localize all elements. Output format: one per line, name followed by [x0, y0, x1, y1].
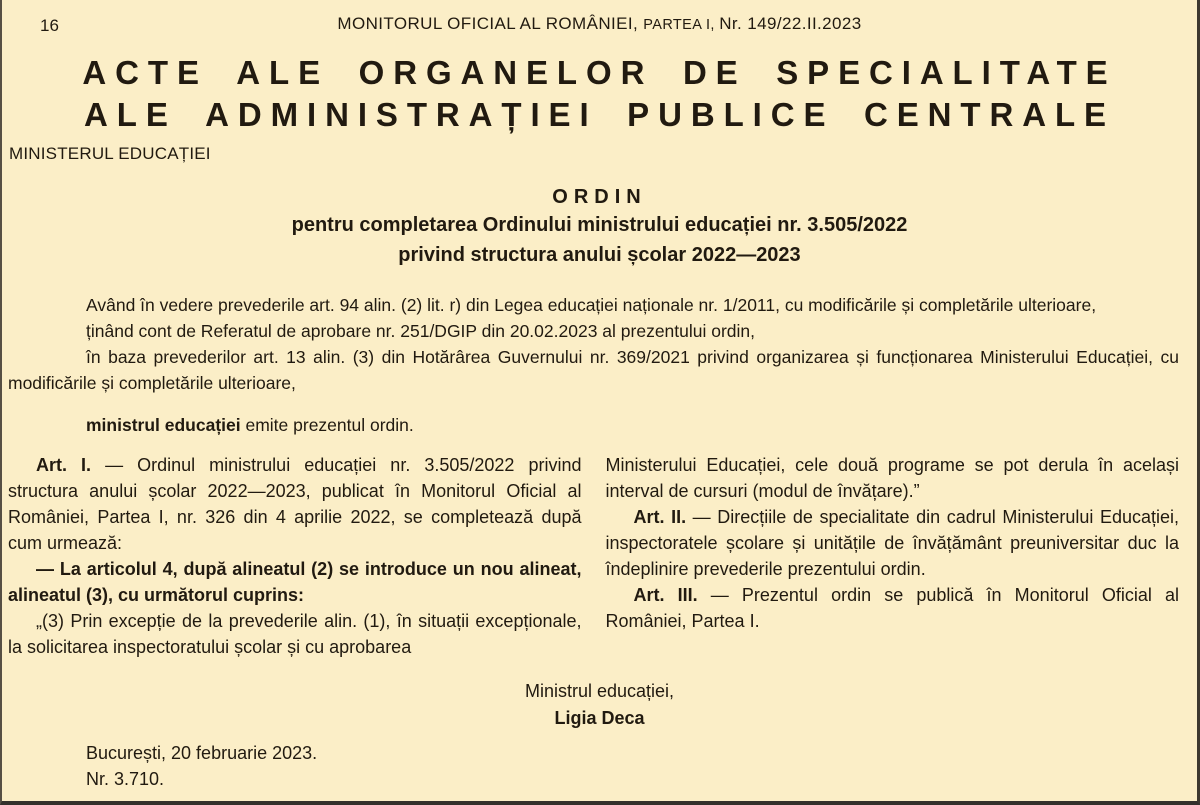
article-2-paragraph [606, 504, 1180, 582]
journal-name: MONITORUL OFICIAL AL ROMÂNIEI, [337, 14, 644, 33]
enactment-authority: ministrul educației [86, 415, 241, 435]
right-column [606, 452, 1180, 660]
article-2-label: Art. II. [633, 507, 687, 527]
journal-part: PARTEA I, [643, 17, 720, 33]
article-3-label: Art. III. [633, 585, 698, 605]
new-paragraph-3-text-continuation: Ministerului Educației, cele două programe se pot derula în același interval de cursuri (modul de învățare).” [605, 455, 1179, 501]
issue-number: Nr. 149/22.II.2023 [719, 14, 862, 33]
signatory-name: Ligia Deca [554, 708, 645, 728]
enactment-clause [2, 412, 1197, 438]
order-registration-number: Nr. 3.710. [86, 769, 165, 789]
issuance-place-date: București, 20 februarie 2023. [86, 743, 318, 763]
article-1-text: — Ordinul ministrului educației nr. 3.505/2022 privind structura anului școlar 2022—2023, publicat în Monitorul Oficial al României, Partea I, nr. 326 din 4 aprilie 2022, se completează după cum urmează: [8, 455, 582, 553]
issuance-block [86, 740, 1197, 792]
signatory-role: Ministrul educației, [524, 681, 675, 701]
section-title [2, 52, 1197, 136]
preamble-paragraph-2: ținând cont de Referatul de aprobare nr. 251/DGIP din 20.02.2023 al prezentului ordin, [86, 321, 756, 341]
preamble-paragraph-3: în baza prevederilor art. 13 alin. (3) din Hotărârea Guvernului nr. 369/2021 privind organizarea și funcționarea Ministerului Educației, cu modificările și completările ulterioare, [8, 347, 1179, 393]
order-heading: ORDIN [552, 186, 647, 208]
page-header [2, 14, 1197, 40]
running-title [2, 14, 1197, 34]
article-3-paragraph [606, 582, 1180, 634]
signature-block [2, 678, 1197, 732]
preamble-paragraph-1: Având în vedere prevederile art. 94 alin. (2) lit. r) din Legea educației naționale nr. 1/2011, cu modificările și completările ulterioare, [86, 295, 1097, 315]
section-title-line2: ALE ADMINISTRAȚIEI PUBLICE CENTRALE [84, 96, 1115, 133]
article-3-text: — Prezentul ordin se publică în Monitorul Oficial al României, Partea I. [605, 585, 1179, 631]
issuing-ministry: MINISTERUL EDUCAȚIEI [9, 144, 211, 163]
amendment-clause-paragraph: — La articolul 4, după alineatul (2) se introduce un nou alineat, alineatul (3), cu următorul cuprins: [8, 559, 582, 605]
order-subtitle-line2: privind structura anului școlar 2022—2023 [398, 244, 801, 266]
preamble [2, 292, 1197, 396]
new-paragraph-3-text-start: „(3) Prin excepție de la prevederile alin. (1), în situații excepționale, la solicitarea inspectoratului școlar și cu aprobarea [8, 611, 582, 657]
left-column [8, 452, 582, 660]
article-1-label: Art. I. [36, 455, 92, 475]
order-subtitle-line1: pentru completarea Ordinului ministrului educației nr. 3.505/2022 [291, 214, 908, 236]
article-2-text: — Direcțiile de specialitate din cadrul Ministerului Educației, inspectoratele școlare și unitățile de învățământ preuniversitar duc la îndeplinire prevederile prezentului ordin. [605, 507, 1179, 579]
enactment-text: emite prezentul ordin. [240, 415, 414, 435]
order-body-columns [2, 452, 1197, 660]
section-title-line1: ACTE ALE ORGANELOR DE SPECIALITATE [82, 54, 1117, 91]
page-number: 16 [40, 16, 59, 35]
article-1-paragraph [8, 452, 582, 556]
